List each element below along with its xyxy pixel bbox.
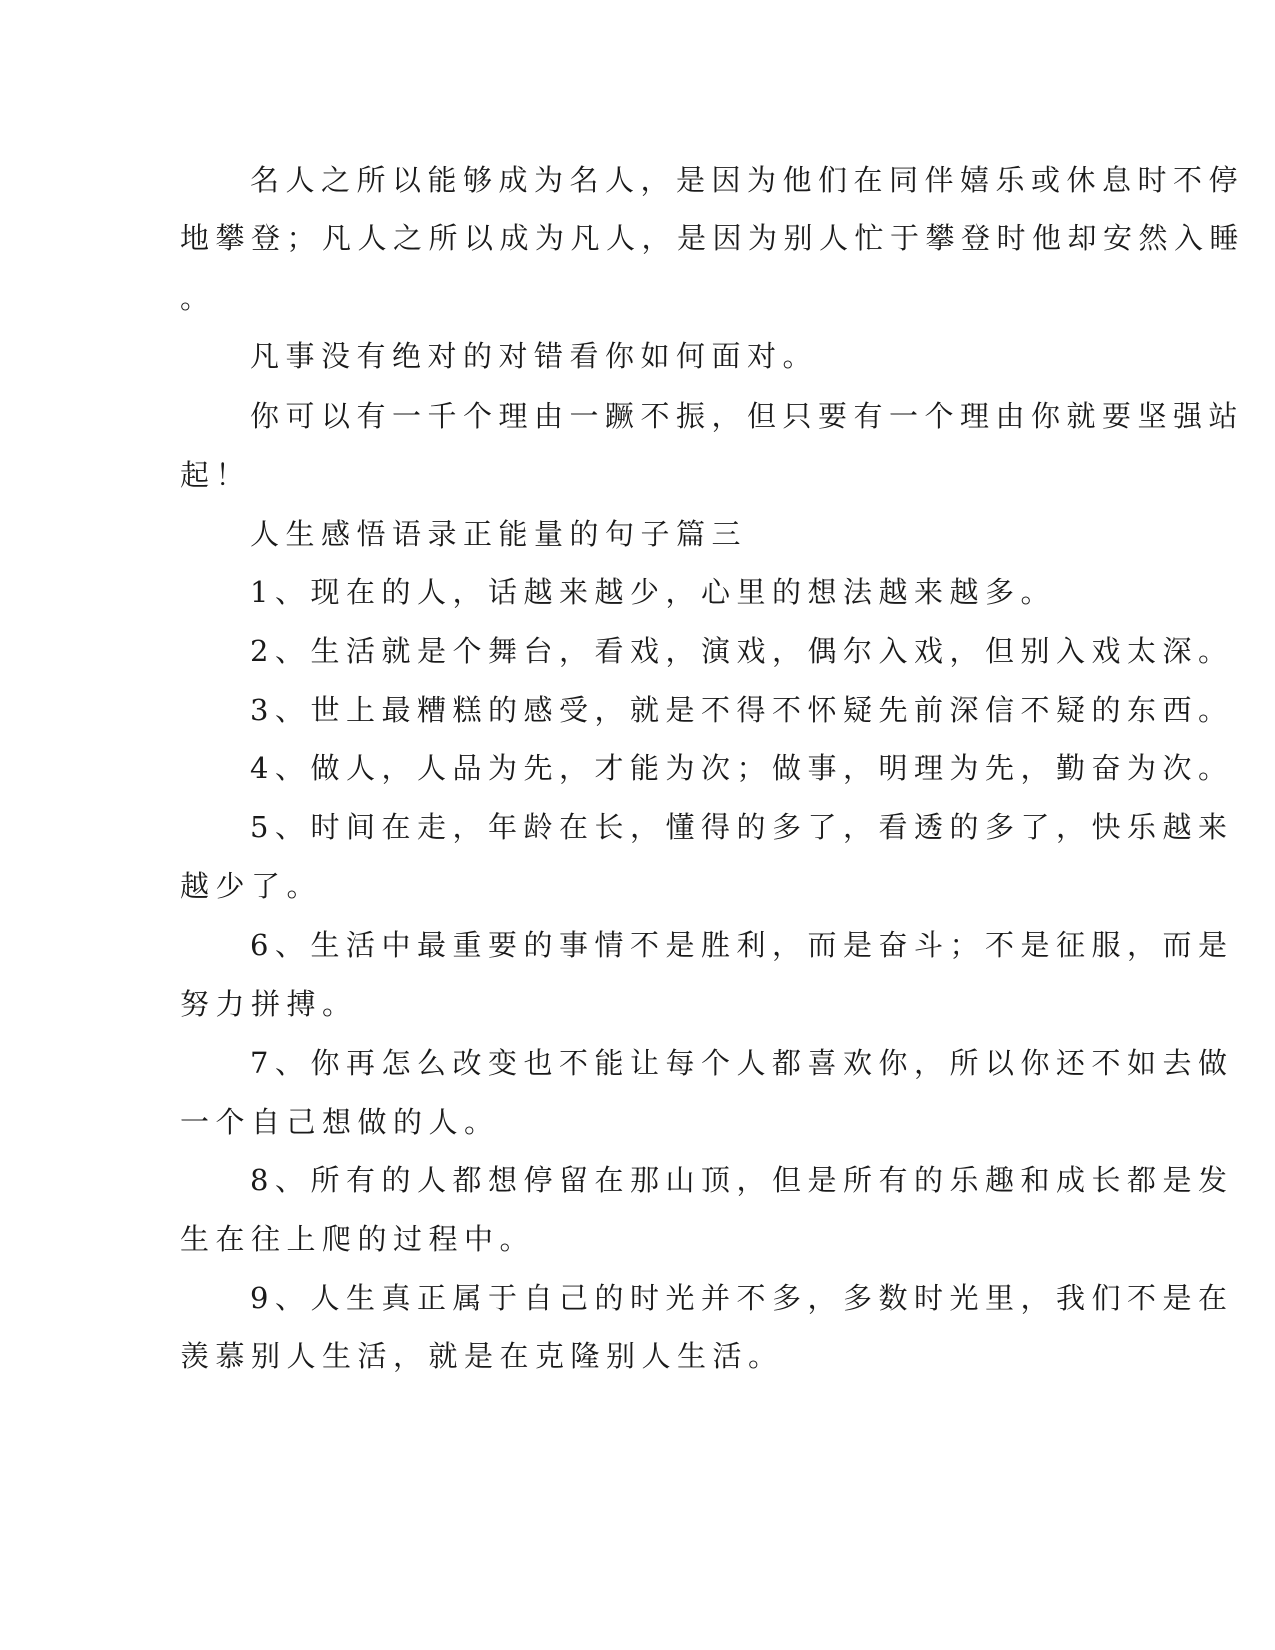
paragraph-line: 凡事没有绝对的对错看你如何面对。 (250, 339, 819, 373)
list-item: 7、你再怎么改变也不能让每个人都喜欢你，所以你还不如去做 (250, 1046, 1234, 1080)
paragraph-line: 名人之所以能够成为名人，是因为他们在同伴嬉乐或休息时不停 (250, 163, 1245, 197)
list-item: 3、世上最糟糕的感受，就是不得不怀疑先前深信不疑的东西。 (250, 693, 1234, 727)
list-item-continuation: 羡慕别人生活，就是在克隆别人生活。 (180, 1339, 784, 1373)
paragraph-line: 地攀登；凡人之所以成为凡人，是因为别人忙于攀登时他却安然入睡 (180, 221, 1246, 255)
list-item: 1、现在的人，话越来越少，心里的想法越来越多。 (250, 575, 1056, 609)
list-item-continuation: 越少了。 (180, 869, 323, 903)
paragraph-line: 。 (180, 281, 216, 315)
paragraph-line: 起！ (180, 458, 252, 492)
list-item: 9、人生真正属于自己的时光并不多，多数时光里，我们不是在 (250, 1281, 1234, 1315)
list-item: 5、时间在走，年龄在长，懂得的多了，看透的多了，快乐越来 (250, 810, 1234, 844)
list-item: 2、生活就是个舞台，看戏，演戏，偶尔入戏，但别入戏太深。 (250, 634, 1234, 668)
list-item-continuation: 生在往上爬的过程中。 (180, 1222, 536, 1256)
list-item: 8、所有的人都想停留在那山顶，但是所有的乐趣和成长都是发 (250, 1163, 1234, 1197)
list-item-continuation: 努力拼搏。 (180, 987, 358, 1021)
list-item-continuation: 一个自己想做的人。 (180, 1105, 500, 1139)
section-heading: 人生感悟语录正能量的句子篇三 (250, 517, 748, 551)
list-item: 6、生活中最重要的事情不是胜利，而是奋斗；不是征服，而是 (250, 928, 1234, 962)
list-item: 4、做人，人品为先，才能为次；做事，明理为先，勤奋为次。 (250, 751, 1234, 785)
paragraph-line: 你可以有一千个理由一蹶不振，但只要有一个理由你就要坚强站 (250, 399, 1245, 433)
